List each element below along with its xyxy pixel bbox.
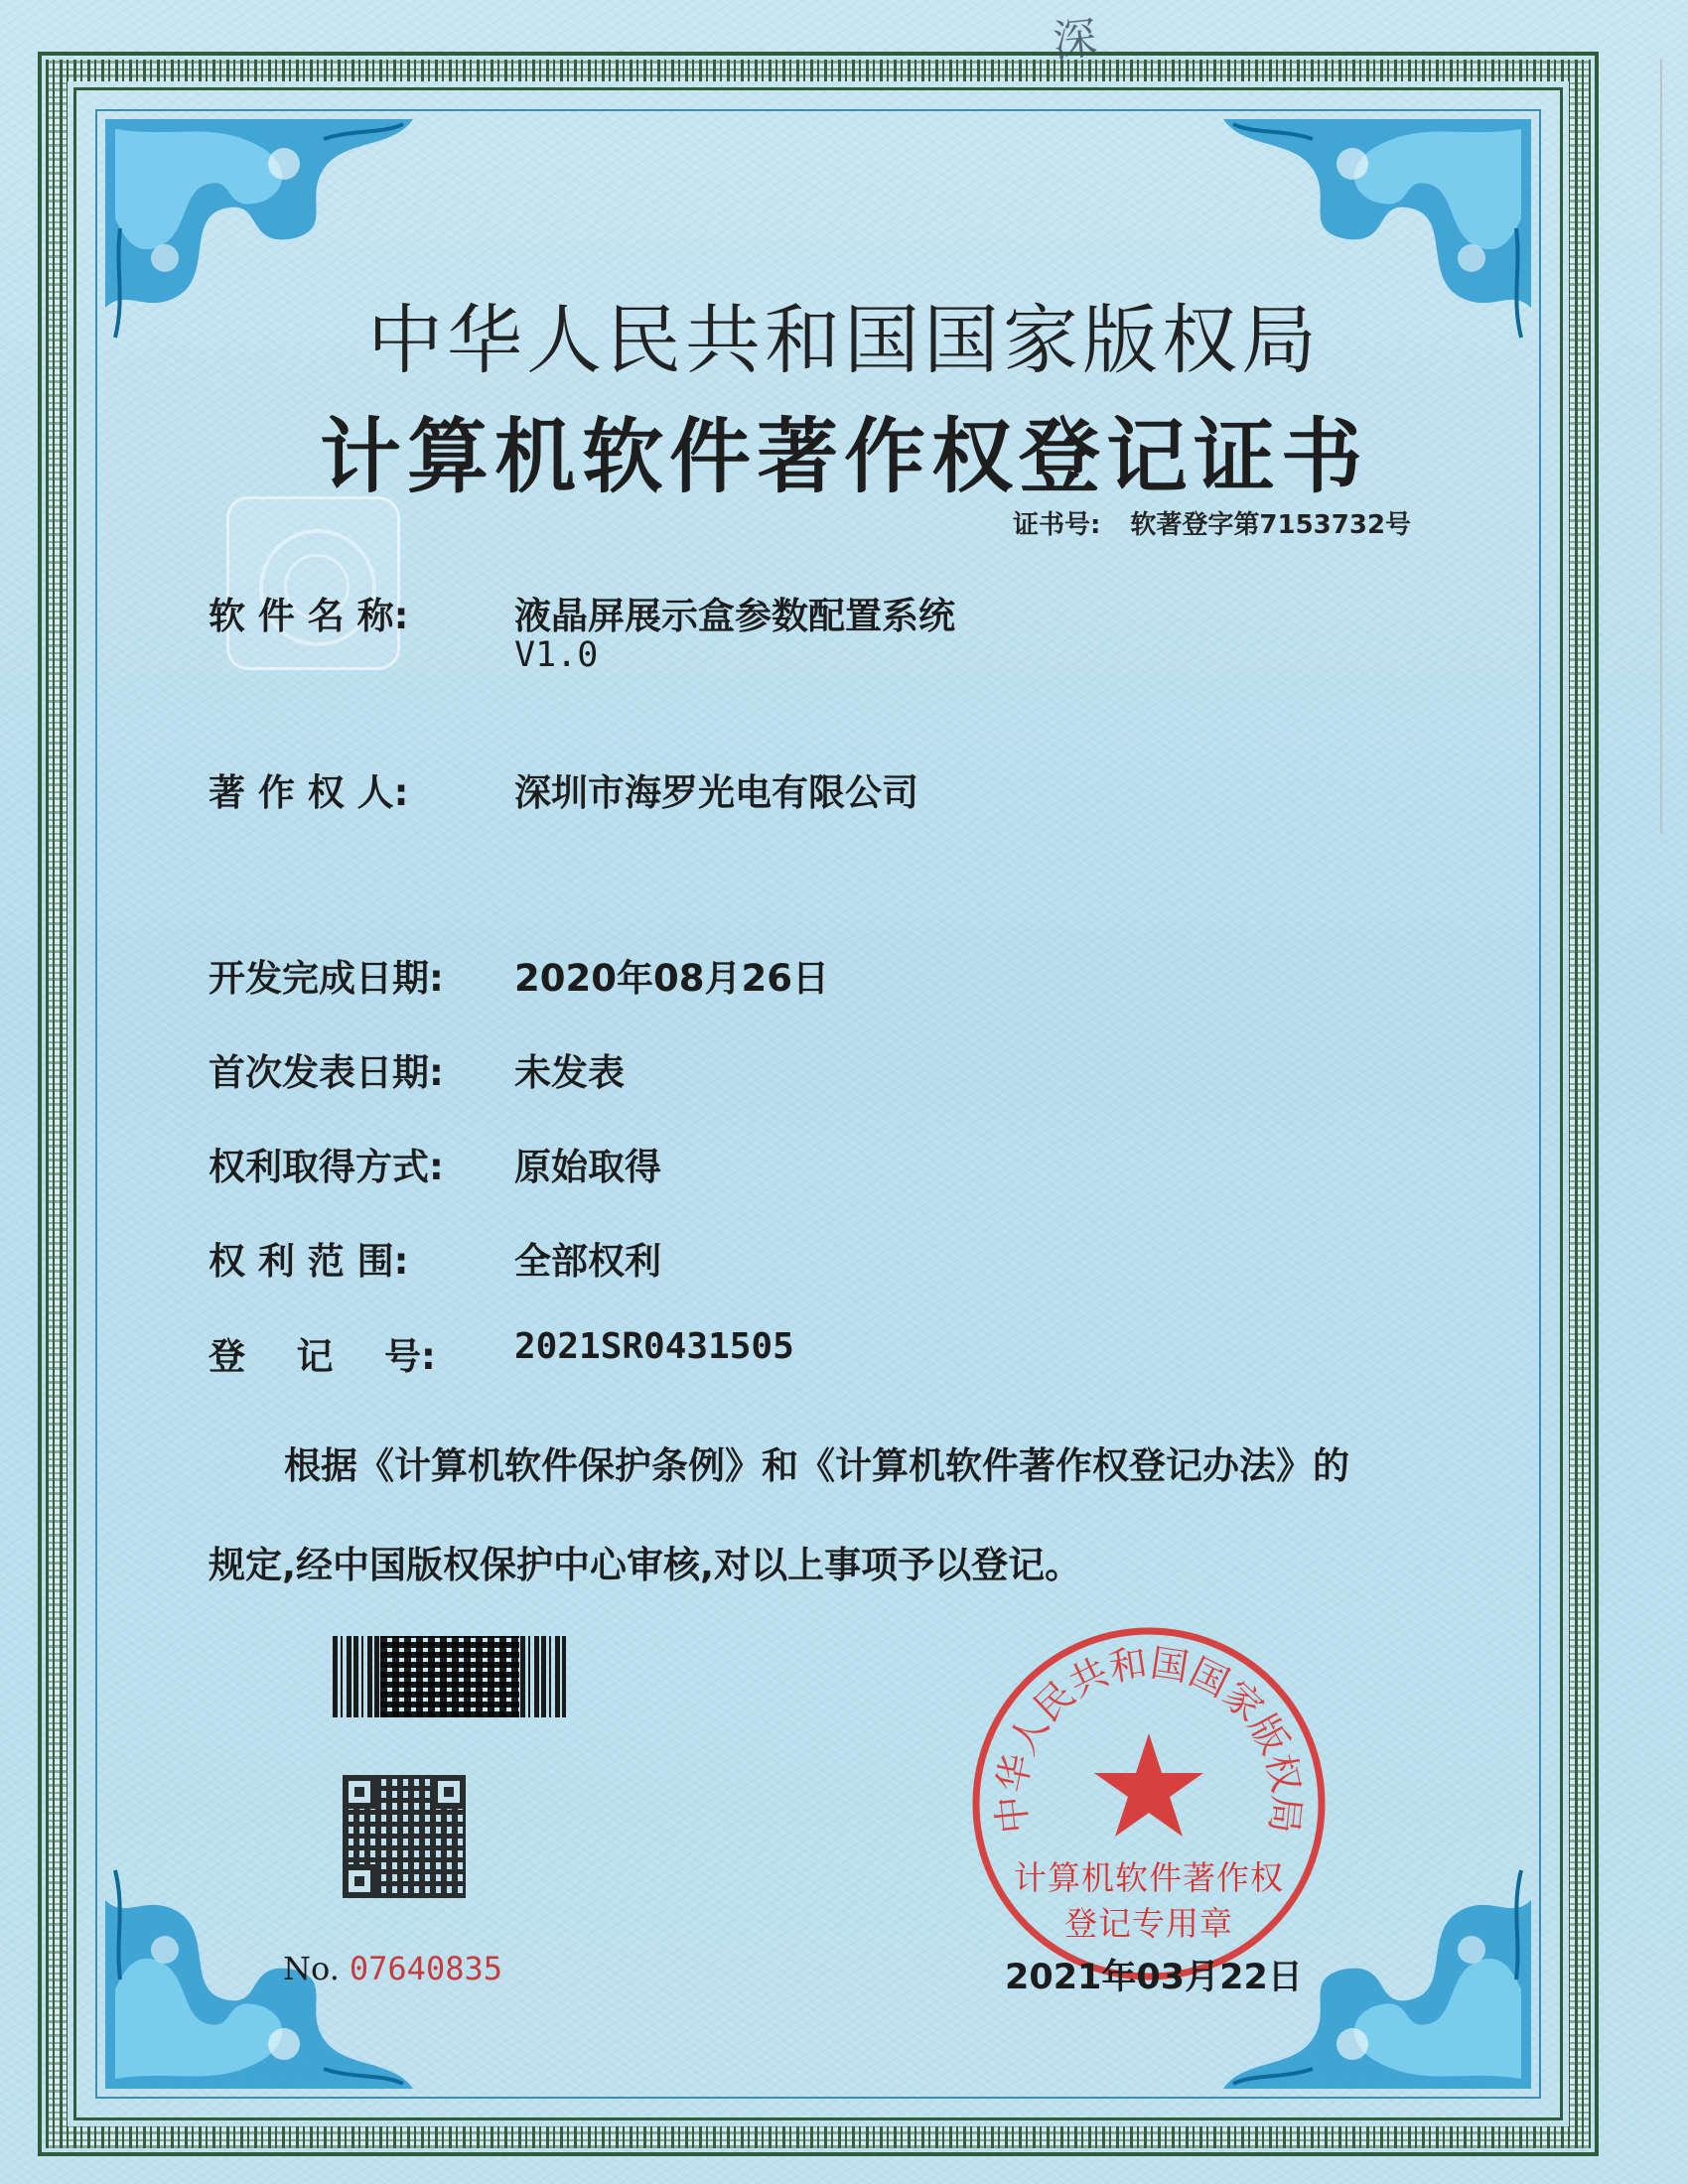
completion-date-label: 开发完成日期:: [209, 957, 444, 1000]
seal-text-line-2: 登记专用章: [1064, 1904, 1233, 1943]
serial-prefix: No.: [283, 1950, 340, 1987]
field-registration-number: [209, 1326, 794, 1380]
first-publication-value: 未发表: [514, 1051, 625, 1094]
certificate-number: [1013, 504, 1411, 541]
rights-scope-label: 权 利 范 围:: [209, 1240, 409, 1283]
serial-number: [283, 1950, 502, 1987]
qr-code: [343, 1775, 466, 1898]
seal-text-line-1: 计算机软件著作权: [1014, 1858, 1284, 1897]
rights-scope-value: 全部权利: [514, 1240, 661, 1283]
software-version: V1.0: [514, 635, 599, 675]
barcode: [333, 1636, 566, 1717]
field-first-publication: [209, 1042, 625, 1096]
completion-date-value: 2020年08月26日: [514, 957, 829, 1000]
field-completion-date: [209, 948, 829, 1002]
embossed-emblem: [226, 496, 400, 670]
field-rights-scope: [209, 1231, 661, 1285]
certificate-title: 计算机软件著作权登记证书: [319, 409, 1368, 504]
issue-date: 2021年03月22日: [1005, 1958, 1303, 1997]
barcode-2d-block: [380, 1636, 519, 1717]
seal-star-icon: [1094, 1733, 1203, 1837]
issuer-title: 中华人民共和国国家版权局: [367, 296, 1321, 384]
registration-number-value: 2021SR0431505: [514, 1326, 794, 1367]
field-copyright-owner: [209, 762, 918, 816]
qr-finder-bottom-left: [343, 1864, 376, 1898]
software-name-value: 液晶屏展示盒参数配置系统: [514, 595, 955, 637]
copyright-owner-value: 深圳市海罗光电有限公司: [514, 771, 918, 814]
acquisition-value: 原始取得: [514, 1146, 661, 1188]
statement-line-1: 根据《计算机软件保护条例》和《计算机软件著作权登记办法》的: [284, 1444, 1349, 1487]
field-software-name: [209, 586, 955, 639]
registration-number-label: 登 记 号:: [209, 1335, 436, 1378]
certificate-number-value: 软著登字第7153732号: [1130, 510, 1412, 540]
statement-line-2: 规定,经中国版权保护中心审核,对以上事项予以登记。: [209, 1544, 1082, 1586]
first-publication-label: 首次发表日期:: [209, 1051, 444, 1094]
field-acquisition: [209, 1137, 661, 1190]
copyright-owner-label: 著 作 权 人:: [209, 771, 409, 814]
official-seal: [969, 1624, 1329, 1983]
acquisition-label: 权利取得方式:: [209, 1146, 444, 1188]
qr-finder-top-left: [343, 1775, 376, 1809]
qr-finder-top-right: [432, 1775, 466, 1809]
serial-value: 07640835: [349, 1950, 502, 1987]
seal-arc-text: 中华人民共和国国家版权局: [988, 1640, 1310, 1837]
certificate-number-label: 证书号:: [1013, 510, 1101, 540]
software-name-label: 软 件 名 称:: [209, 595, 409, 637]
handwritten-note: 深: [1050, 12, 1100, 68]
